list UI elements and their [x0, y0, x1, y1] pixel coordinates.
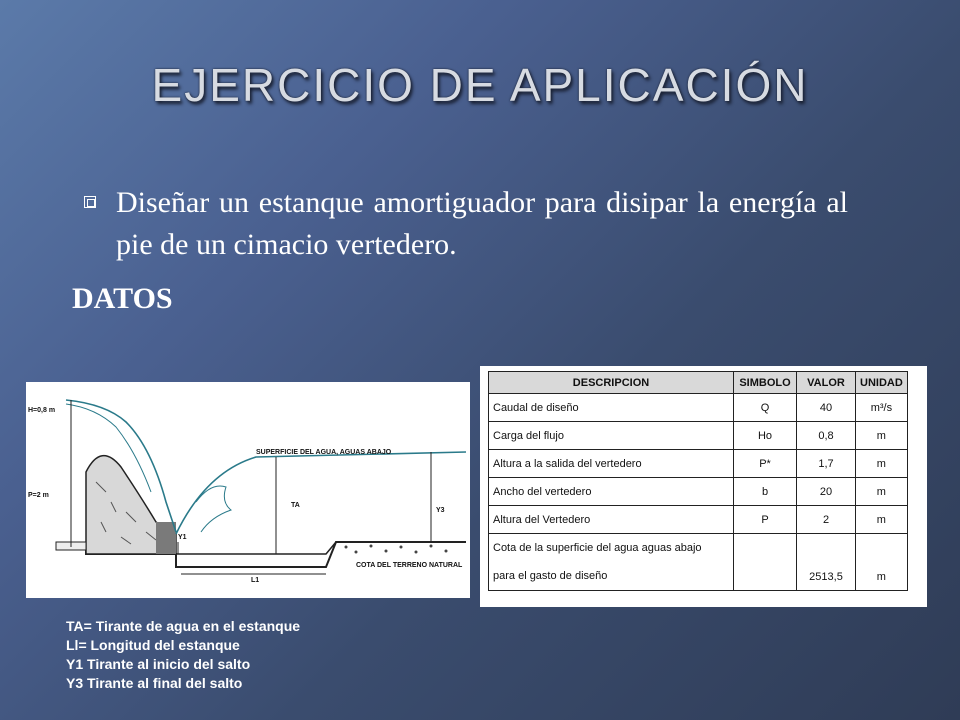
- cell-unit: m³/s: [856, 394, 908, 422]
- cell-description: Altura a la salida del vertedero: [489, 450, 734, 478]
- spillway-drawing: [26, 382, 470, 598]
- header-valor: VALOR: [797, 372, 856, 394]
- label-y3: Y3: [436, 507, 445, 514]
- label-ta: TA: [291, 502, 300, 509]
- cell-value: 2: [797, 506, 856, 534]
- table-row: [489, 394, 908, 422]
- table-row: [489, 450, 908, 478]
- cell-unit: m: [856, 422, 908, 450]
- note-y3: Y3 Tirante al final del salto: [66, 675, 243, 691]
- square-bullet-icon: [84, 196, 96, 208]
- header-unidad: UNIDAD: [856, 372, 908, 394]
- cell-symbol: P: [734, 506, 797, 534]
- table-row-last: [489, 534, 908, 591]
- bullet-item: [88, 182, 848, 266]
- label-l1: L1: [251, 577, 260, 584]
- note-y1: Y1 Tirante al inicio del salto: [66, 656, 251, 672]
- cell-symbol: [734, 534, 797, 591]
- cell-description: Caudal de diseño: [489, 394, 734, 422]
- cell-description-line1: Cota de la superficie del agua aguas abajo: [493, 542, 702, 554]
- cell-description: Carga del flujo: [489, 422, 734, 450]
- cell-symbol: P*: [734, 450, 797, 478]
- cell-unit: m: [856, 478, 908, 506]
- cell-value: 1,7: [797, 450, 856, 478]
- cell-description: [489, 534, 734, 591]
- table-row: [489, 478, 908, 506]
- cell-value: 2513,5: [797, 534, 856, 591]
- table-header-row: [489, 372, 908, 394]
- cell-value: 0,8: [797, 422, 856, 450]
- cell-description: Ancho del vertedero: [489, 478, 734, 506]
- label-terrain: COTA DEL TERRENO NATURAL: [356, 562, 463, 569]
- label-p: P=2 m: [28, 492, 49, 499]
- cell-description: Altura del Vertedero: [489, 506, 734, 534]
- header-simbolo: SIMBOLO: [734, 372, 797, 394]
- cell-value: 20: [797, 478, 856, 506]
- cell-value: 40: [797, 394, 856, 422]
- cell-unit: m: [856, 450, 908, 478]
- cell-description-line2: para el gasto de diseño: [493, 570, 608, 582]
- note-ll: Ll= Longitud del estanque: [66, 637, 240, 653]
- label-h: H=0,8 m: [28, 407, 56, 414]
- spillway-diagram: [26, 382, 470, 598]
- slide-title: EJERCICIO DE APLICACIÓN: [151, 59, 809, 111]
- bullet-text: Diseñar un estanque amortiguador para disipar la energía al pie de un cimacio vertedero.: [116, 186, 848, 261]
- cell-unit: m: [856, 506, 908, 534]
- table-row: [489, 422, 908, 450]
- cell-unit: m: [856, 534, 908, 591]
- cell-symbol: b: [734, 478, 797, 506]
- table-row: [489, 506, 908, 534]
- cell-symbol: Ho: [734, 422, 797, 450]
- note-ta: TA= Tirante de agua en el estanque: [66, 618, 301, 634]
- legend-notes: [66, 617, 300, 693]
- datos-label: DATOS: [72, 282, 173, 315]
- data-table-panel: [480, 366, 927, 607]
- label-y1: Y1: [178, 534, 187, 541]
- header-descripcion: DESCRIPCION: [489, 372, 734, 394]
- label-surface: SUPERFICIE DEL AGUA, AGUAS ABAJO: [256, 449, 392, 456]
- data-table: [488, 371, 908, 591]
- cell-symbol: Q: [734, 394, 797, 422]
